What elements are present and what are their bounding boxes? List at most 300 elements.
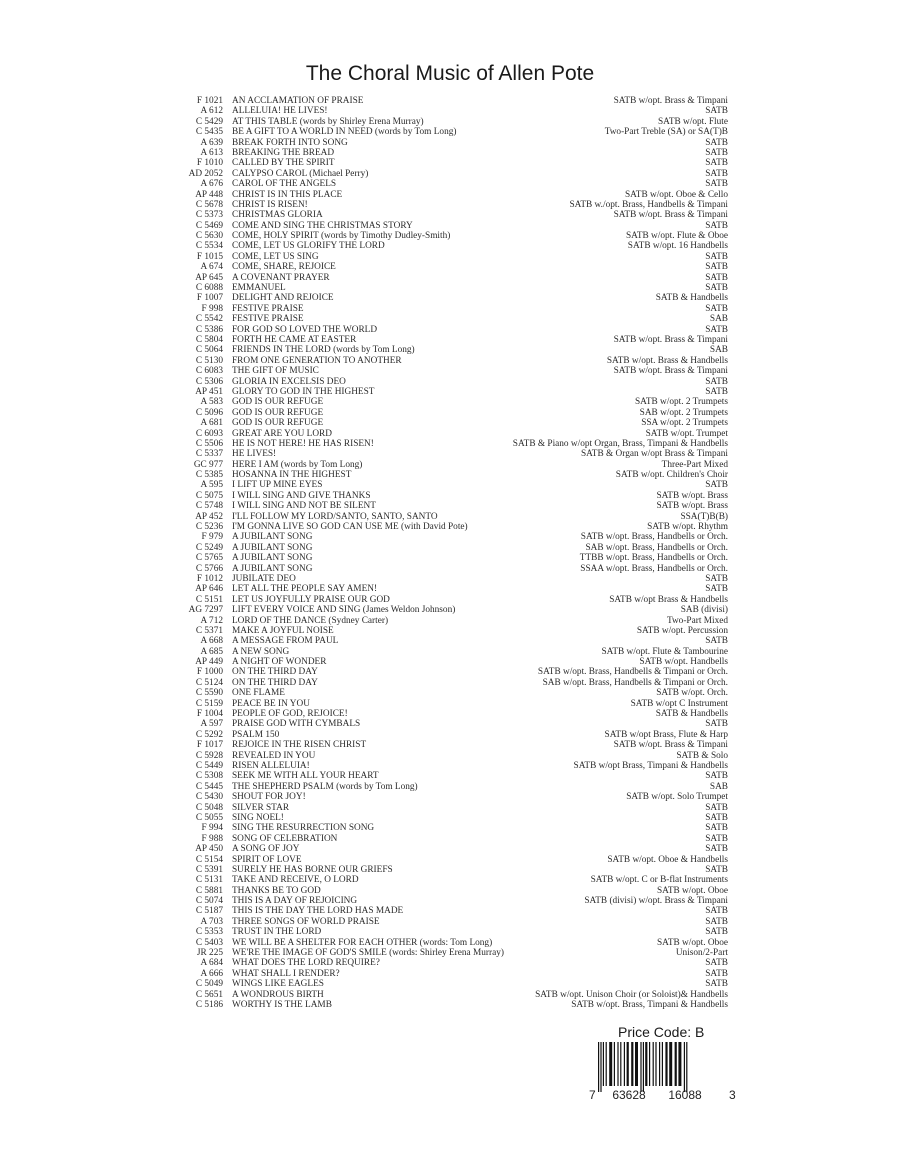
catalog-entry	[150, 605, 728, 615]
entry-code: C 5430	[195, 792, 223, 803]
entry-title: GOD IS OUR REFUGE	[232, 397, 324, 408]
entry-code: F 1007	[196, 293, 223, 304]
price-code: Price Code: B	[618, 1024, 705, 1040]
catalog-entry	[150, 293, 728, 303]
entry-title: ONE FLAME	[232, 688, 285, 699]
entry-title: WINGS LIKE EAGLES	[232, 979, 324, 990]
catalog-entry	[150, 740, 728, 750]
entry-code: C 5130	[195, 355, 223, 366]
catalog-entry	[150, 948, 728, 958]
catalog-entry	[150, 771, 728, 781]
entry-voicing: SATB w/opt. Brass, Timpani & Handbells	[571, 999, 728, 1010]
entry-code: C 5449	[195, 761, 223, 771]
entry-title: HE LIVES!	[232, 449, 277, 460]
entry-voicing: SATB	[705, 376, 728, 387]
entry-voicing: SATB	[705, 480, 728, 491]
entry-code: A 583	[200, 397, 223, 408]
entry-title: CHRISTMAS GLORIA	[232, 210, 323, 221]
entry-title: PRAISE GOD WITH CYMBALS	[232, 719, 361, 730]
entry-voicing: SATB w/opt. Unison Choir (or Soloist)& Handbells	[535, 989, 728, 1000]
catalog-entry	[150, 990, 728, 1000]
catalog-entry	[150, 96, 728, 106]
barcode-bar	[649, 1042, 650, 1086]
entry-code: C 5049	[195, 979, 223, 990]
entry-code: A 612	[200, 106, 223, 117]
entry-title: A NEW SONG	[232, 646, 290, 657]
entry-title: BE A GIFT TO A WORLD IN NEED (words by Tom Long)	[232, 127, 457, 138]
catalog-entry	[150, 335, 728, 345]
entry-code: C 5308	[195, 771, 223, 782]
entry-code: C 5353	[195, 927, 223, 938]
catalog-entry	[150, 439, 728, 449]
catalog-entry	[150, 792, 728, 802]
entry-voicing: SATB	[705, 573, 728, 584]
entry-voicing: Two-Part Mixed	[666, 615, 728, 626]
entry-voicing: SATB w/opt. Orch.	[656, 688, 728, 699]
entry-voicing: SATB	[705, 179, 728, 190]
entry-voicing: SATB w/opt. Brass & Timpani	[613, 334, 728, 345]
catalog-entry	[150, 865, 728, 875]
entry-title: EMMANUEL	[232, 283, 286, 294]
entry-voicing: SATB w/opt. Brass & Handbells	[606, 355, 728, 366]
entry-title: WE WILL BE A SHELTER FOR EACH OTHER (words: Tom Long)	[232, 937, 493, 948]
entry-title: FESTIVE PRAISE	[232, 314, 304, 325]
entry-code: AP 451	[195, 386, 223, 397]
catalog-entry	[150, 210, 728, 220]
barcode-bar	[655, 1042, 656, 1086]
catalog-entry	[150, 408, 728, 418]
entry-code: A 703	[200, 916, 223, 927]
entry-title: HE IS NOT HERE! HE HAS RISEN!	[232, 438, 374, 449]
entry-title: A NIGHT OF WONDER	[232, 657, 327, 668]
entry-code: A 674	[200, 262, 223, 273]
barcode-bar	[653, 1042, 654, 1086]
entry-voicing: SATB	[705, 303, 728, 314]
barcode-bar	[631, 1042, 633, 1086]
barcode-left-group: 63628	[612, 1088, 646, 1102]
entry-code: C 6088	[195, 283, 223, 294]
entry-voicing: SATB	[705, 906, 728, 917]
entry-code: F 998	[201, 303, 223, 314]
entry-voicing: SATB w/opt. Oboe & Handbells	[607, 854, 728, 865]
catalog-entry	[150, 626, 728, 636]
entry-voicing: SATB w/opt. Brass, Handbells or Orch.	[580, 532, 728, 543]
entry-code: A 684	[200, 958, 223, 969]
entry-title: THIS IS THE DAY THE LORD HAS MADE	[232, 906, 404, 917]
catalog-entry	[150, 553, 728, 563]
entry-code: C 6093	[195, 428, 223, 439]
entry-voicing: SATB	[705, 251, 728, 262]
catalog-entry	[150, 855, 728, 865]
entry-voicing: SATB w/opt. 2 Trumpets	[635, 397, 728, 408]
catalog-entry	[150, 886, 728, 896]
entry-voicing: SATB w/opt. Brass	[656, 501, 728, 512]
entry-code: C 5385	[195, 470, 223, 481]
catalog-entry	[150, 875, 728, 885]
entry-code: C 5506	[195, 438, 223, 449]
entry-title: A JUBILANT SONG	[232, 532, 313, 543]
catalog-entry	[150, 522, 728, 532]
entry-title: LORD OF THE DANCE (Sydney Carter)	[232, 615, 389, 626]
entry-code: C 5881	[195, 885, 223, 896]
catalog-entry	[150, 158, 728, 168]
entry-title: A SONG OF JOY	[232, 844, 300, 855]
barcode-bar	[645, 1042, 647, 1086]
entry-voicing: SATB w/opt. Oboe	[656, 885, 728, 896]
entry-code: C 5236	[195, 522, 223, 533]
catalog-entry	[150, 906, 728, 916]
entry-voicing: SATB w/opt. Flute	[658, 116, 728, 127]
entry-voicing: SATB w/opt. Brass & Timpani	[613, 96, 728, 106]
entry-voicing: SATB	[705, 137, 728, 148]
entry-code: C 5373	[195, 210, 223, 221]
entry-voicing: SSA(T)B(B)	[680, 511, 728, 522]
entry-voicing: SSAA w/opt. Brass, Handbells or Orch.	[580, 563, 728, 574]
entry-title: SONG OF CELEBRATION	[232, 833, 338, 844]
entry-voicing: SATB	[705, 802, 728, 813]
catalog-entry	[150, 730, 728, 740]
entry-title: REJOICE IN THE RISEN CHRIST	[232, 740, 367, 751]
entry-voicing: SAB	[709, 314, 728, 325]
entry-voicing: SATB w/opt. Brass & Timpani	[613, 740, 728, 751]
entry-title: THIS IS A DAY OF REJOICING	[232, 896, 358, 907]
entry-code: F 988	[201, 833, 223, 844]
catalog-entry	[150, 387, 728, 397]
entry-voicing: SATB w/opt. Children's Choir	[615, 470, 728, 481]
entry-code: C 5590	[195, 688, 223, 699]
entry-code: C 5469	[195, 220, 223, 231]
entry-title: FROM ONE GENERATION TO ANOTHER	[232, 355, 402, 366]
entry-title: MAKE A JOYFUL NOISE	[232, 625, 334, 636]
catalog-entry	[150, 325, 728, 335]
entry-code: AP 452	[195, 511, 223, 522]
entry-code: C 5429	[195, 116, 223, 127]
entry-code: F 1004	[196, 709, 223, 720]
barcode-bar	[635, 1042, 638, 1086]
entry-voicing: Three-Part Mixed	[661, 459, 728, 470]
catalog-entry	[150, 460, 728, 470]
catalog-entry	[150, 896, 728, 906]
entry-title: A JUBILANT SONG	[232, 553, 313, 564]
entry-code: C 5154	[195, 854, 223, 865]
entry-voicing: SATB	[705, 106, 728, 117]
barcode-bar	[659, 1042, 660, 1086]
entry-voicing: SATB & Handbells	[655, 709, 728, 720]
entry-title: SING NOEL!	[232, 812, 284, 823]
entry-voicing: SATB	[705, 147, 728, 158]
catalog-entry	[150, 751, 728, 761]
entry-code: AP 646	[195, 584, 223, 595]
catalog-entry	[150, 501, 728, 511]
entry-title: SEEK ME WITH ALL YOUR HEART	[232, 771, 379, 782]
entry-voicing: SATB w/opt. Solo Trumpet	[626, 792, 728, 803]
entry-title: WE'RE THE IMAGE OF GOD'S SMILE (words: Shirley Erena Murray)	[232, 948, 504, 959]
entry-code: C 5766	[195, 563, 223, 574]
barcode-bar	[617, 1042, 618, 1086]
entry-title: CALYPSO CAROL (Michael Perry)	[232, 168, 369, 179]
entry-voicing: SAB (divisi)	[680, 605, 728, 616]
entry-voicing: SATB	[705, 812, 728, 823]
entry-title: GOD IS OUR REFUGE	[232, 407, 324, 418]
catalog-entry	[150, 595, 728, 605]
entry-title: GOD IS OUR REFUGE	[232, 418, 324, 429]
entry-code: AP 449	[195, 657, 223, 668]
catalog-entry	[150, 584, 728, 594]
catalog-entry	[150, 803, 728, 813]
entry-code: C 5403	[195, 937, 223, 948]
entry-title: HOSANNA IN THE HIGHEST	[232, 470, 352, 481]
entry-voicing: SATB	[705, 833, 728, 844]
entry-code: C 5292	[195, 729, 223, 740]
catalog-entry	[150, 429, 728, 439]
barcode-trail-digit: 3	[729, 1088, 736, 1102]
catalog-entry	[150, 699, 728, 709]
entry-title: I'M GONNA LIVE SO GOD CAN USE ME (with David Pote)	[232, 522, 468, 533]
entry-code: F 979	[201, 532, 223, 543]
entry-voicing: SATB w/opt Brass, Timpani & Handbells	[573, 761, 728, 771]
entry-title: CHRIST IS IN THIS PLACE	[232, 189, 343, 200]
entry-code: F 1012	[196, 573, 223, 584]
entry-code: AP 450	[195, 844, 223, 855]
catalog-entry	[150, 958, 728, 968]
catalog-entry	[150, 418, 728, 428]
catalog-entry	[150, 273, 728, 283]
catalog-entry	[150, 397, 728, 407]
entry-code: C 5249	[195, 542, 223, 553]
catalog-entry	[150, 106, 728, 116]
entry-voicing: SATB	[705, 324, 728, 335]
catalog-entry	[150, 241, 728, 251]
entry-code: C 5386	[195, 324, 223, 335]
entry-code: C 5064	[195, 345, 223, 356]
entry-title: LET US JOYFULLY PRAISE OUR GOD	[232, 594, 390, 605]
catalog-entry	[150, 252, 728, 262]
entry-voicing: SATB	[705, 916, 728, 927]
entry-voicing: SATB w/opt. Flute & Oboe	[625, 231, 728, 242]
catalog-entry	[150, 657, 728, 667]
entry-voicing: SATB w/opt C Instrument	[630, 698, 728, 709]
entry-voicing: SATB & Handbells	[655, 293, 728, 304]
entry-voicing: SATB	[705, 636, 728, 647]
catalog-entry	[150, 844, 728, 854]
entry-code: C 5186	[195, 999, 223, 1010]
catalog-entry	[150, 190, 728, 200]
catalog-entry	[150, 761, 728, 771]
entry-title: AT THIS TABLE (words by Shirley Erena Murray)	[232, 116, 424, 127]
catalog-entry	[150, 532, 728, 542]
catalog-entry	[150, 938, 728, 948]
entry-voicing: SATB	[705, 386, 728, 397]
entry-title: COME AND SING THE CHRISTMAS STORY	[232, 220, 413, 231]
entry-title: SPIRIT OF LOVE	[232, 854, 302, 865]
catalog-entry	[150, 356, 728, 366]
catalog-entry	[150, 678, 728, 688]
entry-title: I WILL SING AND NOT BE SILENT	[232, 501, 376, 512]
entry-voicing: TTBB w/opt. Brass, Handbells or Orch.	[579, 553, 728, 564]
barcode-bar	[669, 1042, 672, 1086]
catalog-list	[150, 96, 728, 1010]
entry-title: CALLED BY THE SPIRIT	[232, 158, 335, 169]
catalog-entry	[150, 449, 728, 459]
entry-voicing: SATB w/opt. Percussion	[636, 625, 728, 636]
entry-title: THANKS BE TO GOD	[232, 885, 321, 896]
entry-code: C 5445	[195, 781, 223, 792]
catalog-entry	[150, 512, 728, 522]
catalog-entry	[150, 709, 728, 719]
entry-voicing: SATB	[705, 584, 728, 595]
entry-voicing: SATB	[705, 272, 728, 283]
catalog-entry	[150, 782, 728, 792]
entry-voicing: SATB	[705, 844, 728, 855]
entry-title: HERE I AM (words by Tom Long)	[232, 459, 363, 470]
entry-voicing: SATB w/opt. Brass, Handbells & Timpani or Orch.	[537, 667, 728, 678]
barcode-right-group: 16088	[668, 1088, 702, 1102]
entry-title: LIFT EVERY VOICE AND SING (James Weldon Johnson)	[232, 605, 456, 616]
entry-voicing: SATB w/opt. Oboe	[656, 937, 728, 948]
entry-voicing: Unison/2-Part	[675, 948, 728, 959]
entry-code: C 5391	[195, 864, 223, 875]
entry-title: COME, SHARE, REJOICE	[232, 262, 336, 273]
entry-code: AP 645	[195, 272, 223, 283]
entry-code: A 712	[200, 615, 223, 626]
entry-title: CAROL OF THE ANGELS	[232, 179, 337, 190]
entry-voicing: SATB & Solo	[676, 750, 728, 761]
catalog-entry	[150, 262, 728, 272]
barcode-bar	[684, 1042, 685, 1092]
entry-voicing: SATB	[705, 168, 728, 179]
entry-code: F 1010	[196, 158, 223, 169]
entry-title: TRUST IN THE LORD	[232, 927, 322, 938]
entry-code: C 6083	[195, 366, 223, 377]
entry-title: SURELY HE HAS BORNE OUR GRIEFS	[232, 864, 393, 875]
entry-title: PSALM 150	[232, 729, 280, 740]
entry-code: A 597	[200, 719, 223, 730]
entry-voicing: SAB w/opt. Brass, Handbells & Timpani or Orch.	[542, 677, 728, 688]
catalog-entry	[150, 813, 728, 823]
entry-title: BREAKING THE BREAD	[232, 147, 335, 158]
barcode-bar	[678, 1042, 681, 1086]
entry-code: A 666	[200, 968, 223, 979]
entry-voicing: SATB w/opt. Flute & Tambourine	[601, 646, 728, 657]
barcode-bar	[600, 1042, 601, 1092]
entry-title: COME, LET US SING	[232, 251, 319, 262]
barcode-bar	[686, 1042, 687, 1092]
entry-code: C 5534	[195, 241, 223, 252]
catalog-entry	[150, 491, 728, 501]
catalog-entry	[150, 969, 728, 979]
catalog-entry	[150, 823, 728, 833]
entry-voicing: SATB w/opt. Handbells	[639, 657, 728, 668]
catalog-entry	[150, 1000, 728, 1010]
entry-voicing: SATB	[705, 719, 728, 730]
catalog-entry	[150, 304, 728, 314]
entry-voicing: SATB & Organ w/opt Brass & Timpani	[580, 449, 728, 460]
entry-code: C 5804	[195, 334, 223, 345]
entry-code: C 5075	[195, 490, 223, 501]
barcode-bar	[620, 1042, 621, 1086]
entry-title: ON THE THIRD DAY	[232, 677, 318, 688]
entry-title: SILVER STAR	[232, 802, 290, 813]
catalog-entry	[150, 117, 728, 127]
entry-voicing: SATB w/opt. Brass	[656, 490, 728, 501]
entry-voicing: SATB w/opt. C or B-flat Instruments	[590, 875, 728, 886]
catalog-entry	[150, 221, 728, 231]
entry-title: CHRIST IS RISEN!	[232, 199, 308, 210]
entry-title: PEACE BE IN YOU	[232, 698, 310, 709]
entry-code: C 5055	[195, 812, 223, 823]
entry-code: A 613	[200, 147, 223, 158]
entry-voicing: SATB	[705, 158, 728, 169]
entry-code: C 5435	[195, 127, 223, 138]
entry-voicing: SSA w/opt. 2 Trumpets	[641, 418, 728, 429]
entry-title: REVEALED IN YOU	[232, 750, 316, 761]
entry-code: C 5306	[195, 376, 223, 387]
catalog-entry	[150, 834, 728, 844]
entry-code: C 5630	[195, 231, 223, 242]
catalog-entry	[150, 719, 728, 729]
entry-voicing: SATB w/opt. Brass & Timpani	[613, 210, 728, 221]
catalog-entry	[150, 283, 728, 293]
entry-title: A COVENANT PRAYER	[232, 272, 330, 283]
entry-code: A 676	[200, 179, 223, 190]
entry-voicing: SATB	[705, 958, 728, 969]
entry-code: C 5371	[195, 625, 223, 636]
entry-title: WHAT SHALL I RENDER?	[232, 968, 340, 979]
entry-title: ALLELUIA! HE LIVES!	[232, 106, 328, 117]
entry-code: F 1000	[196, 667, 223, 678]
entry-title: A WONDROUS BIRTH	[232, 989, 324, 1000]
barcode-bar	[598, 1042, 599, 1092]
barcode-bar	[640, 1042, 641, 1092]
catalog-entry	[150, 138, 728, 148]
entry-voicing: SATB	[705, 968, 728, 979]
catalog-entry	[150, 564, 728, 574]
catalog-entry	[150, 470, 728, 480]
entry-title: SING THE RESURRECTION SONG	[232, 823, 375, 834]
entry-title: FORTH HE CAME AT EASTER	[232, 334, 357, 345]
entry-title: TAKE AND RECEIVE, O LORD	[232, 875, 359, 886]
catalog-entry	[150, 616, 728, 626]
entry-code: F 1021	[196, 96, 223, 106]
entry-voicing: SATB	[705, 220, 728, 231]
entry-title: GLORY TO GOD IN THE HIGHEST	[232, 386, 375, 397]
barcode-bar	[643, 1042, 644, 1092]
entry-voicing: SATB	[705, 771, 728, 782]
entry-code: A 681	[200, 418, 223, 429]
entry-title: A MESSAGE FROM PAUL	[232, 636, 339, 647]
entry-title: GLORIA IN EXCELSIS DEO	[232, 376, 346, 387]
entry-title: SHOUT FOR JOY!	[232, 792, 306, 803]
entry-code: C 5542	[195, 314, 223, 325]
entry-code: C 5159	[195, 698, 223, 709]
entry-code: C 5048	[195, 802, 223, 813]
catalog-entry	[150, 927, 728, 937]
entry-voicing: SAB w/opt. 2 Trumpets	[639, 407, 728, 418]
entry-voicing: SATB (divisi) w/opt. Brass & Timpani	[584, 896, 728, 907]
entry-voicing: SATB w/opt Brass, Flute & Harp	[604, 729, 728, 740]
entry-title: AN ACCLAMATION OF PRAISE	[232, 96, 364, 106]
entry-title: THE GIFT OF MUSIC	[232, 366, 319, 377]
barcode-bar	[609, 1042, 612, 1086]
catalog-entry	[150, 667, 728, 677]
entry-code: A 685	[200, 646, 223, 657]
entry-voicing: SATB	[705, 283, 728, 294]
entry-title: WHAT DOES THE LORD REQUIRE?	[232, 958, 380, 969]
entry-voicing: SATB w/opt. Oboe & Cello	[624, 189, 728, 200]
entry-title: FESTIVE PRAISE	[232, 303, 304, 314]
catalog-entry	[150, 917, 728, 927]
catalog-entry	[150, 366, 728, 376]
